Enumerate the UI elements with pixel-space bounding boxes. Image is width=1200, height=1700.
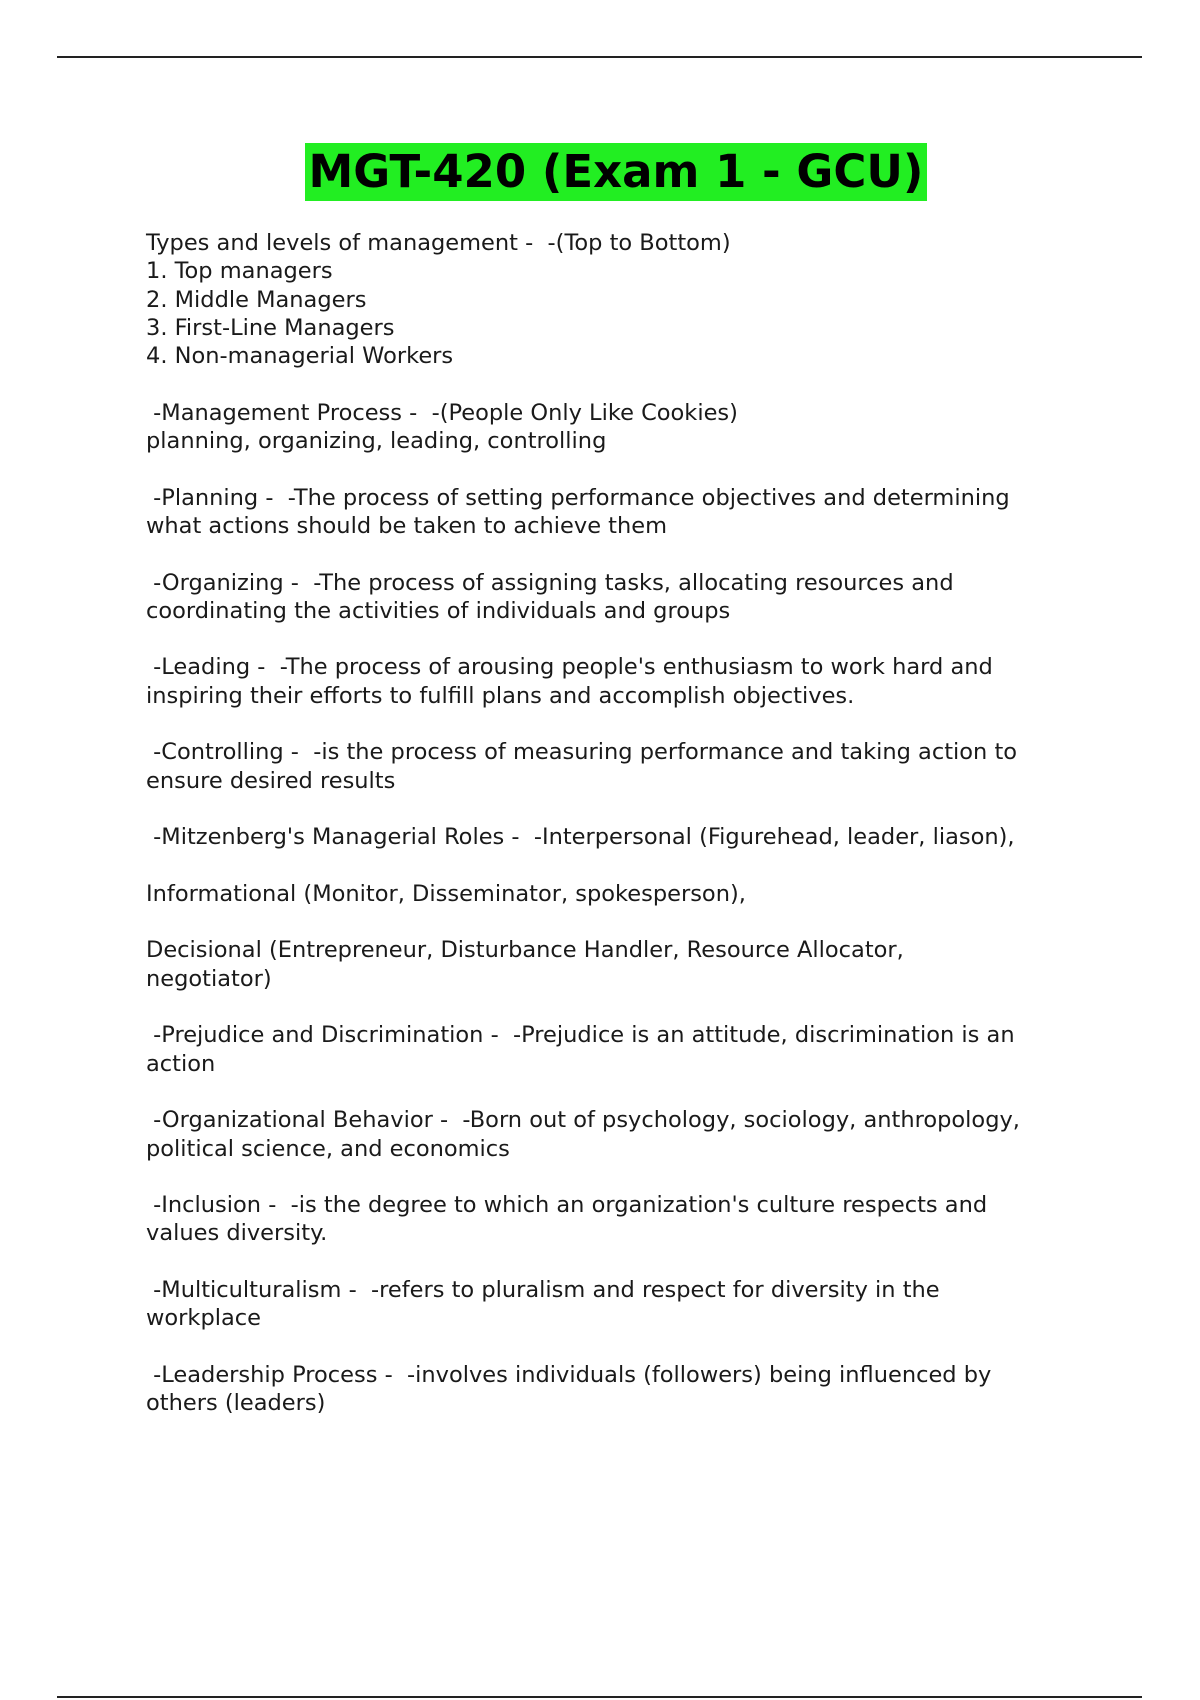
entries-list (146, 399, 1106, 1418)
term-entry (146, 738, 1106, 795)
term-entry-line: Informational (Monitor, Disseminator, spokesperson), (146, 880, 746, 907)
term-entry (146, 399, 1106, 456)
term-entry-line: planning, organizing, leading, controlling (146, 428, 607, 455)
term-entry-line: what actions should be taken to achieve them (146, 512, 668, 539)
document-body (146, 229, 1106, 1446)
intro-block (146, 229, 1106, 370)
term-entry-line: coordinating the activities of individuals and groups (146, 597, 731, 624)
intro-line: Types and levels of management - -(Top to Bottom) (146, 230, 731, 256)
term-entry-line: -Organizational Behavior - -Born out of psychology, sociology, anthropology, (146, 1107, 1020, 1134)
term-entry-line: workplace (146, 1305, 261, 1332)
term-entry (146, 936, 1106, 993)
term-entry-line: -Inclusion - -is the degree to which an organization's culture respects and (146, 1192, 988, 1219)
term-entry-line: -Mitzenberg's Managerial Roles - -Interpersonal (Figurehead, leader, liason), (146, 824, 1015, 851)
term-entry (146, 569, 1106, 626)
intro-line: 2. Middle Managers (146, 286, 367, 313)
term-entry (146, 1361, 1106, 1418)
page-title: MGT-420 (Exam 1 - GCU) (305, 143, 928, 201)
term-entry-line: -Organizing - -The process of assigning tasks, allocating resources and (146, 569, 954, 596)
term-entry (146, 1191, 1106, 1248)
term-entry (146, 1276, 1106, 1333)
term-entry-line: inspiring their efforts to fulfill plans and accomplish objectives. (146, 682, 855, 709)
top-rule (57, 56, 1142, 58)
term-entry-line: ensure desired results (146, 767, 396, 794)
term-entry-line: -Prejudice and Discrimination - -Prejudice is an attitude, discrimination is an (146, 1022, 1015, 1049)
term-entry-line: -Leading - -The process of arousing people's enthusiasm to work hard and (146, 654, 993, 681)
term-entry (146, 823, 1106, 851)
term-entry-line: -Leadership Process - -involves individuals (followers) being influenced by (146, 1361, 992, 1388)
term-entry-line: action (146, 1050, 216, 1077)
term-entry (146, 653, 1106, 710)
term-entry-line: -Management Process - -(People Only Like Cookies) (146, 399, 738, 426)
term-entry-line: negotiator) (146, 965, 272, 992)
term-entry (146, 1106, 1106, 1163)
term-entry-line: political science, and economics (146, 1135, 510, 1162)
intro-line: 4. Non-managerial Workers (146, 343, 454, 370)
term-entry (146, 484, 1106, 541)
term-entry-line: -Multiculturalism - -refers to pluralism and respect for diversity in the (146, 1276, 940, 1303)
term-entry-line: others (leaders) (146, 1390, 326, 1417)
term-entry-line: values diversity. (146, 1220, 328, 1247)
term-entry (146, 1021, 1106, 1078)
intro-line: 1. Top managers (146, 258, 333, 285)
term-entry-line: Decisional (Entrepreneur, Disturbance Handler, Resource Allocator, (146, 937, 904, 964)
intro-line: 3. First-Line Managers (146, 314, 395, 341)
title-container (0, 143, 1200, 201)
term-entry-line: -Controlling - -is the process of measuring performance and taking action to (146, 739, 1018, 766)
term-entry-line: -Planning - -The process of setting performance objectives and determining (146, 484, 1010, 511)
bottom-rule (57, 1696, 1142, 1698)
term-entry (146, 880, 1106, 908)
